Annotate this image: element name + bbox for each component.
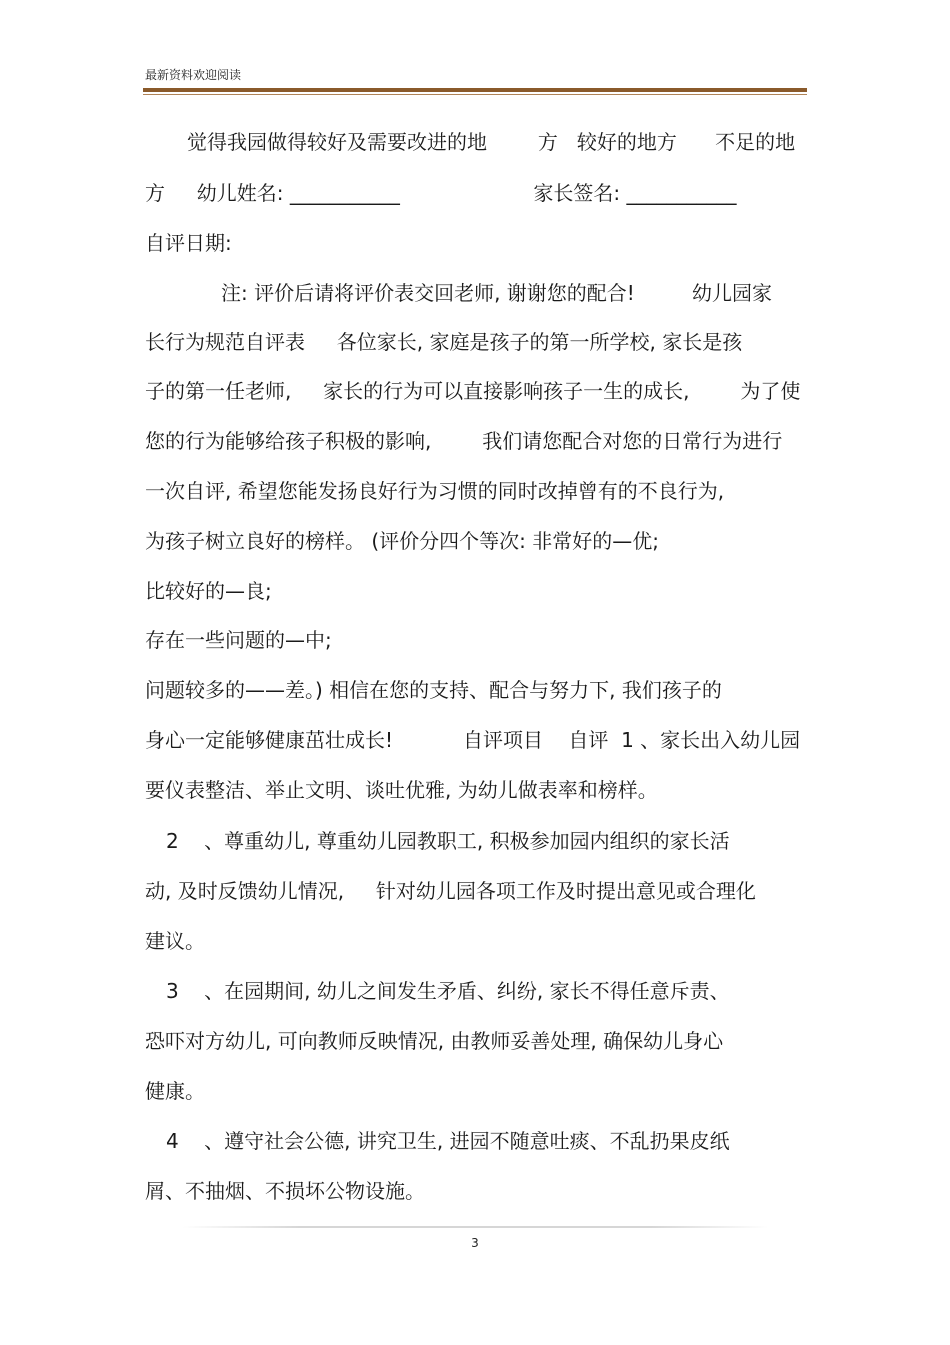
- body-line: 长行为规范自评表 各位家长, 家庭是孩子的第一所学校, 家长是孩: [145, 330, 743, 354]
- body-line: 要仪表整洁、举止文明、谈吐优雅, 为幼儿做表率和榜样。: [145, 778, 658, 802]
- body-line: 注: 评价后请将评价表交回老师, 谢谢您的配合! 幼儿园家: [221, 281, 773, 305]
- body-line: 您的行为能够给孩子积极的影响, 我们请您配合对您的日常行为进行: [145, 429, 783, 453]
- body-line: 3 、在园期间, 幼儿之间发生矛盾、纠纷, 家长不得任意斥责、: [166, 979, 730, 1003]
- body-line: 一次自评, 希望您能发扬良好行为习惯的同时改掉曾有的不良行为,: [145, 479, 725, 503]
- body-line: 动, 及时反馈幼儿情况, 针对幼儿园各项工作及时提出意见或合理化: [145, 879, 756, 903]
- body-line: 身心一定能够健康茁壮成长! 自评项目 自评 1 、家长出入幼儿园: [145, 728, 801, 752]
- footer-rule: [183, 1226, 768, 1228]
- body-line: 比较好的—良;: [145, 579, 272, 603]
- page-number: 3: [471, 1236, 479, 1250]
- body-line: 2 、尊重幼儿, 尊重幼儿园教职工, 积极参加园内组织的家长活: [166, 829, 730, 853]
- body-line: 子的第一任老师, 家长的行为可以直接影响孩子一生的成长, 为了使: [145, 379, 801, 403]
- body-line: 觉得我园做得较好及需要改进的地 方 较好的地方 不足的地: [187, 130, 796, 154]
- body-line: 屑、不抽烟、不损坏公物设施。: [145, 1179, 425, 1203]
- body-line: 4 、遵守社会公德, 讲究卫生, 进园不随意吐痰、不乱扔果皮纸: [166, 1129, 730, 1153]
- body-line: 建议。: [145, 929, 205, 953]
- header-rule-thick: [143, 88, 807, 92]
- page-header-text: 最新资料欢迎阅读: [145, 68, 242, 82]
- body-line: 自评日期:: [145, 231, 232, 255]
- body-line: 为孩子树立良好的榜样。 (评价分四个等次: 非常好的—优;: [145, 529, 659, 553]
- body-line: 问题较多的——差。) 相信在您的支持、配合与努力下, 我们孩子的: [145, 678, 722, 702]
- body-line: 恐吓对方幼儿, 可向教师反映情况, 由教师妥善处理, 确保幼儿身心: [145, 1029, 724, 1053]
- header-rule-thin: [143, 94, 807, 95]
- body-line: 方 幼儿姓名: ___________ 家长签名: ___________: [145, 181, 737, 205]
- body-line: 健康。: [145, 1079, 205, 1103]
- body-line: 存在一些问题的—中;: [145, 628, 332, 652]
